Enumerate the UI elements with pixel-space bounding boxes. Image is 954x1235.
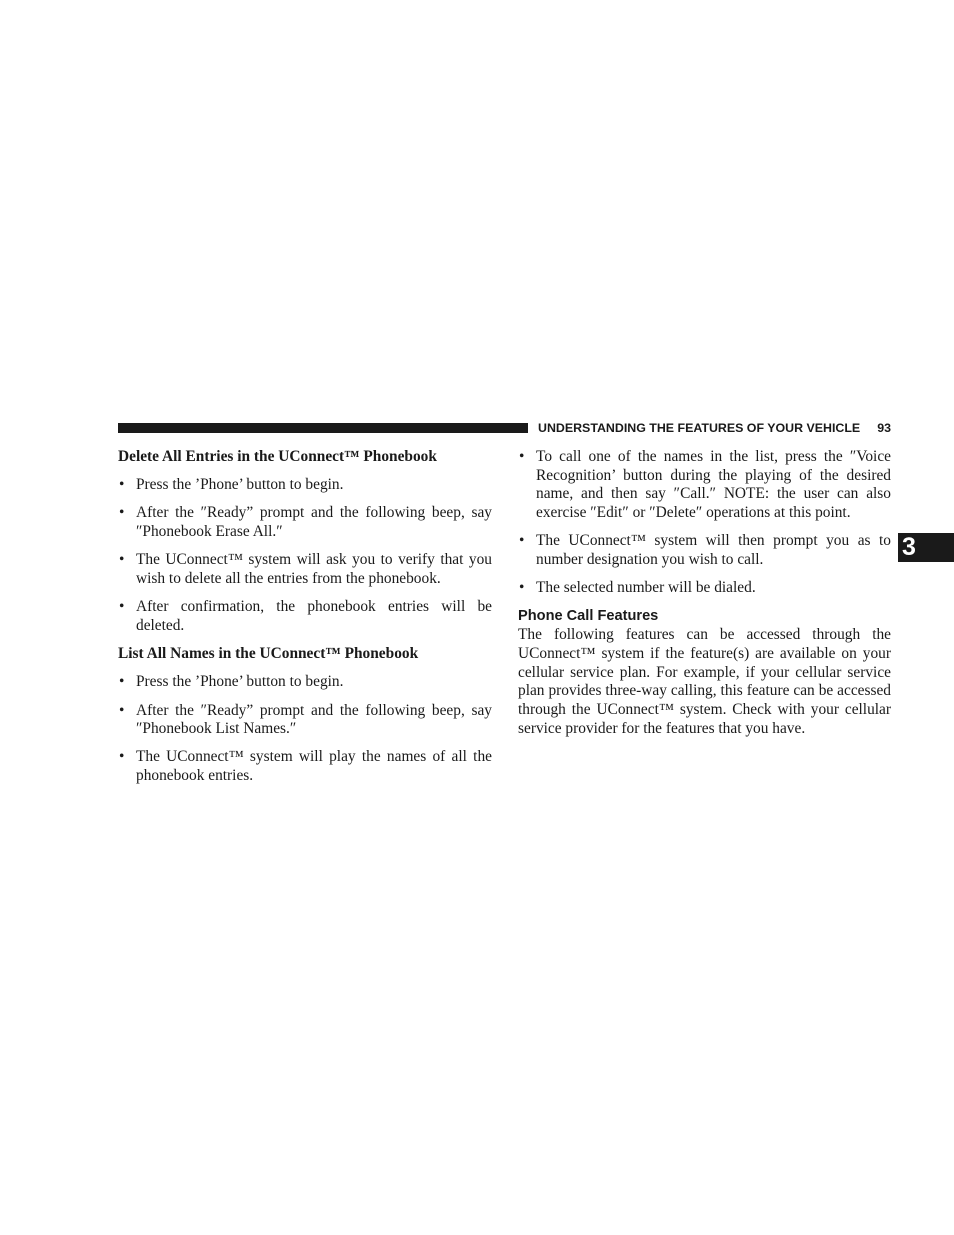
bullet-icon: •: [519, 532, 525, 550]
list-item: • The UConnect™ system will play the names of all the phonebook entries.: [119, 748, 492, 785]
delete-entries-heading: Delete All Entries in the UConnect™ Phonebook: [118, 448, 437, 465]
bullet-icon: •: [119, 476, 125, 494]
list-item: • The UConnect™ system will ask you to verify that you wish to delete all the entries from the phonebook.: [119, 551, 492, 588]
list-item: • After the ″Ready” prompt and the following beep, say ″Phonebook Erase All.″: [119, 504, 492, 541]
list-item: • To call one of the names in the list, press the ″Voice Recognition’ button during the playing of the desired name, and then say ″Call.″ NOTE: the user can also exercise ″Edit″ or ″Delete″ operations at this point.: [519, 448, 891, 522]
bullet-icon: •: [119, 598, 125, 616]
right-column: [518, 448, 891, 738]
list-item: • The UConnect™ system will then prompt you as to number designation you wish to call.: [519, 532, 891, 569]
bullet-icon: •: [519, 579, 525, 597]
phone-call-features-title: Phone Call Features: [518, 608, 659, 625]
bullet-icon: •: [119, 748, 125, 766]
bullet-icon: •: [119, 701, 125, 719]
bullet-icon: •: [119, 673, 125, 691]
delete-entries-list: [118, 476, 492, 635]
running-header: [538, 420, 891, 436]
phone-call-features-paragraph: The following features can be accessed through the UConnect™ system if the feature(s) are available on your cellular service plan. For example, if your cellular service plan provides three-way calling, this feature can be accessed through the UConnect™ system. Check with your cellular service provider for the features that you have.: [518, 626, 891, 737]
chapter-tab: 3: [898, 533, 954, 562]
list-item: • Press the ’Phone’ button to begin.: [119, 673, 344, 691]
header-title: UNDERSTANDING THE FEATURES OF YOUR VEHICLE: [538, 421, 861, 435]
list-item: • After confirmation, the phonebook entries will be deleted.: [119, 598, 492, 634]
list-item: • Press the ’Phone’ button to begin.: [119, 476, 344, 494]
bullet-icon: •: [119, 504, 125, 522]
bullet-icon: •: [519, 448, 525, 465]
list-item: • After the ″Ready” prompt and the following beep, say ″Phonebook List Names.″: [119, 701, 492, 738]
call-names-list: [518, 448, 891, 598]
left-column: [118, 448, 492, 795]
bullet-icon: •: [119, 551, 125, 569]
page-number: 93: [877, 421, 891, 435]
header-rule: [118, 423, 528, 433]
list-names-heading: List All Names in the UConnect™ Phonebook: [118, 645, 419, 663]
list-names-list: [118, 673, 492, 786]
list-item: • The selected number will be dialed.: [519, 579, 756, 597]
